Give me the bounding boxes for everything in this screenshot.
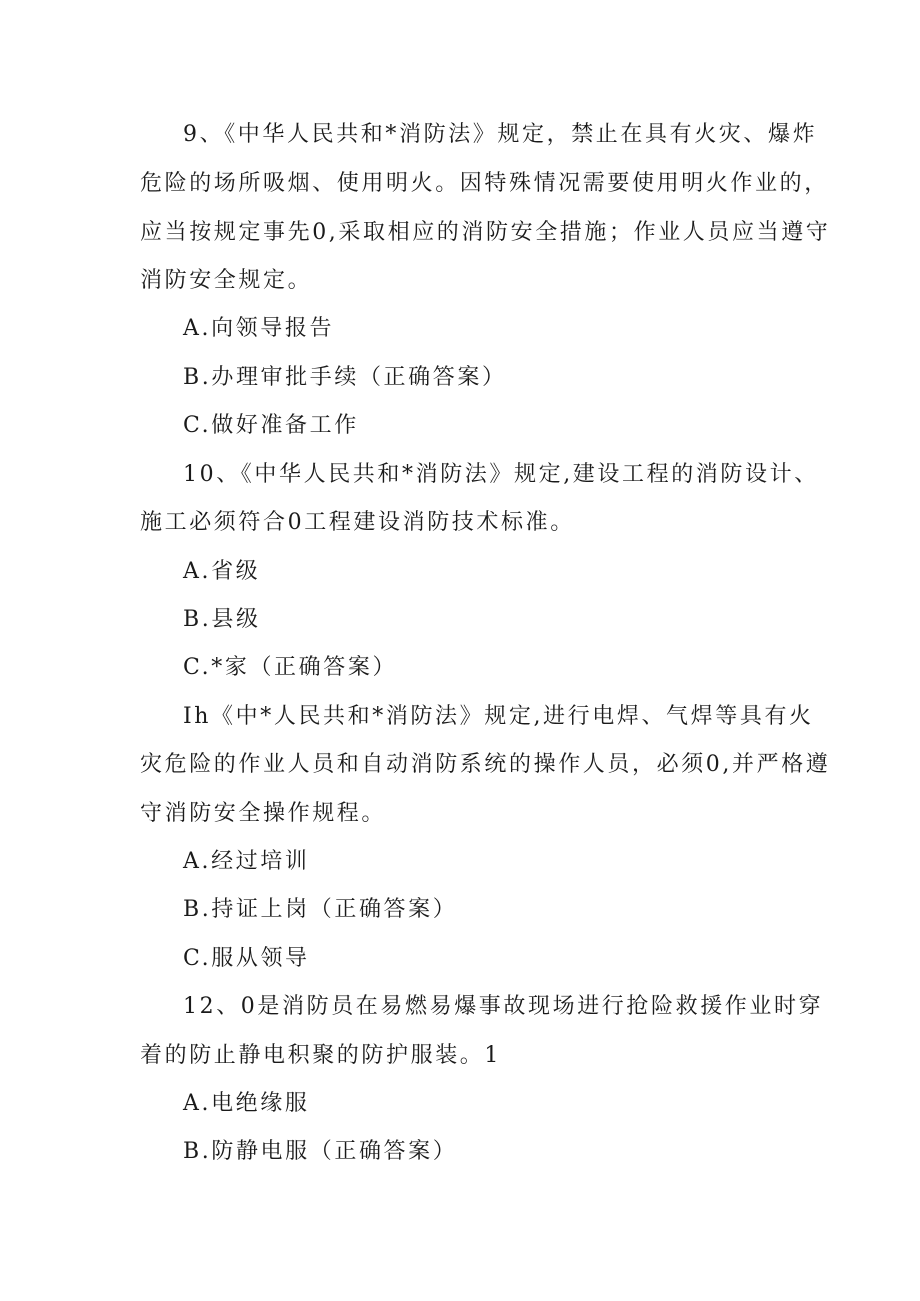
question-11-line-1: Ih《中*人民共和*消防法》规定,进行电焊、气焊等具有火	[183, 704, 814, 729]
question-11-line-3: 守消防安全操作规程。	[140, 801, 387, 826]
question-12-option-b: B.防静电服（正确答案）	[183, 1139, 458, 1164]
question-11-option-b: B.持证上岗（正确答案）	[183, 897, 458, 922]
question-9-line-3: 应当按规定事先0,采取相应的消防安全措施；作业人员应当遵守	[140, 220, 831, 245]
question-10-line-1: 10、《中华人民共和*消防法》规定,建设工程的消防设计、	[183, 462, 819, 487]
question-9-option-c: C.做好准备工作	[183, 413, 359, 438]
question-11-option-a: A.经过培训	[183, 849, 310, 874]
question-12-option-a: A.电绝缘服	[183, 1091, 310, 1116]
question-9-line-4: 消防安全规定。	[140, 268, 313, 293]
question-11-option-c: C.服从领导	[183, 946, 310, 971]
question-11-line-2: 灾危险的作业人员和自动消防系统的操作人员，必须0,并严格遵	[140, 752, 831, 777]
question-9-option-b: B.办理审批手续（正确答案）	[183, 365, 507, 390]
question-12-line-1: 12、0是消防员在易燃易爆事故现场进行抢险救援作业时穿	[183, 994, 824, 1019]
question-9-line-1: 9、《中华人民共和*消防法》规定，禁止在具有火灾、爆炸	[183, 122, 818, 147]
question-9-option-a: A.向领导报告	[183, 316, 335, 341]
question-10-option-c: C.*家（正确答案）	[183, 655, 398, 680]
question-10-option-a: A.省级	[183, 559, 261, 584]
question-12-line-2: 着的防止静电积聚的防护服装。1	[140, 1043, 501, 1068]
question-9-line-2: 危险的场所吸烟、使用明火。因特殊情况需要使用明火作业的，	[140, 171, 829, 196]
question-10-line-2: 施工必须符合0工程建设消防技术标准。	[140, 510, 575, 535]
question-10-option-b: B.县级	[183, 607, 261, 632]
